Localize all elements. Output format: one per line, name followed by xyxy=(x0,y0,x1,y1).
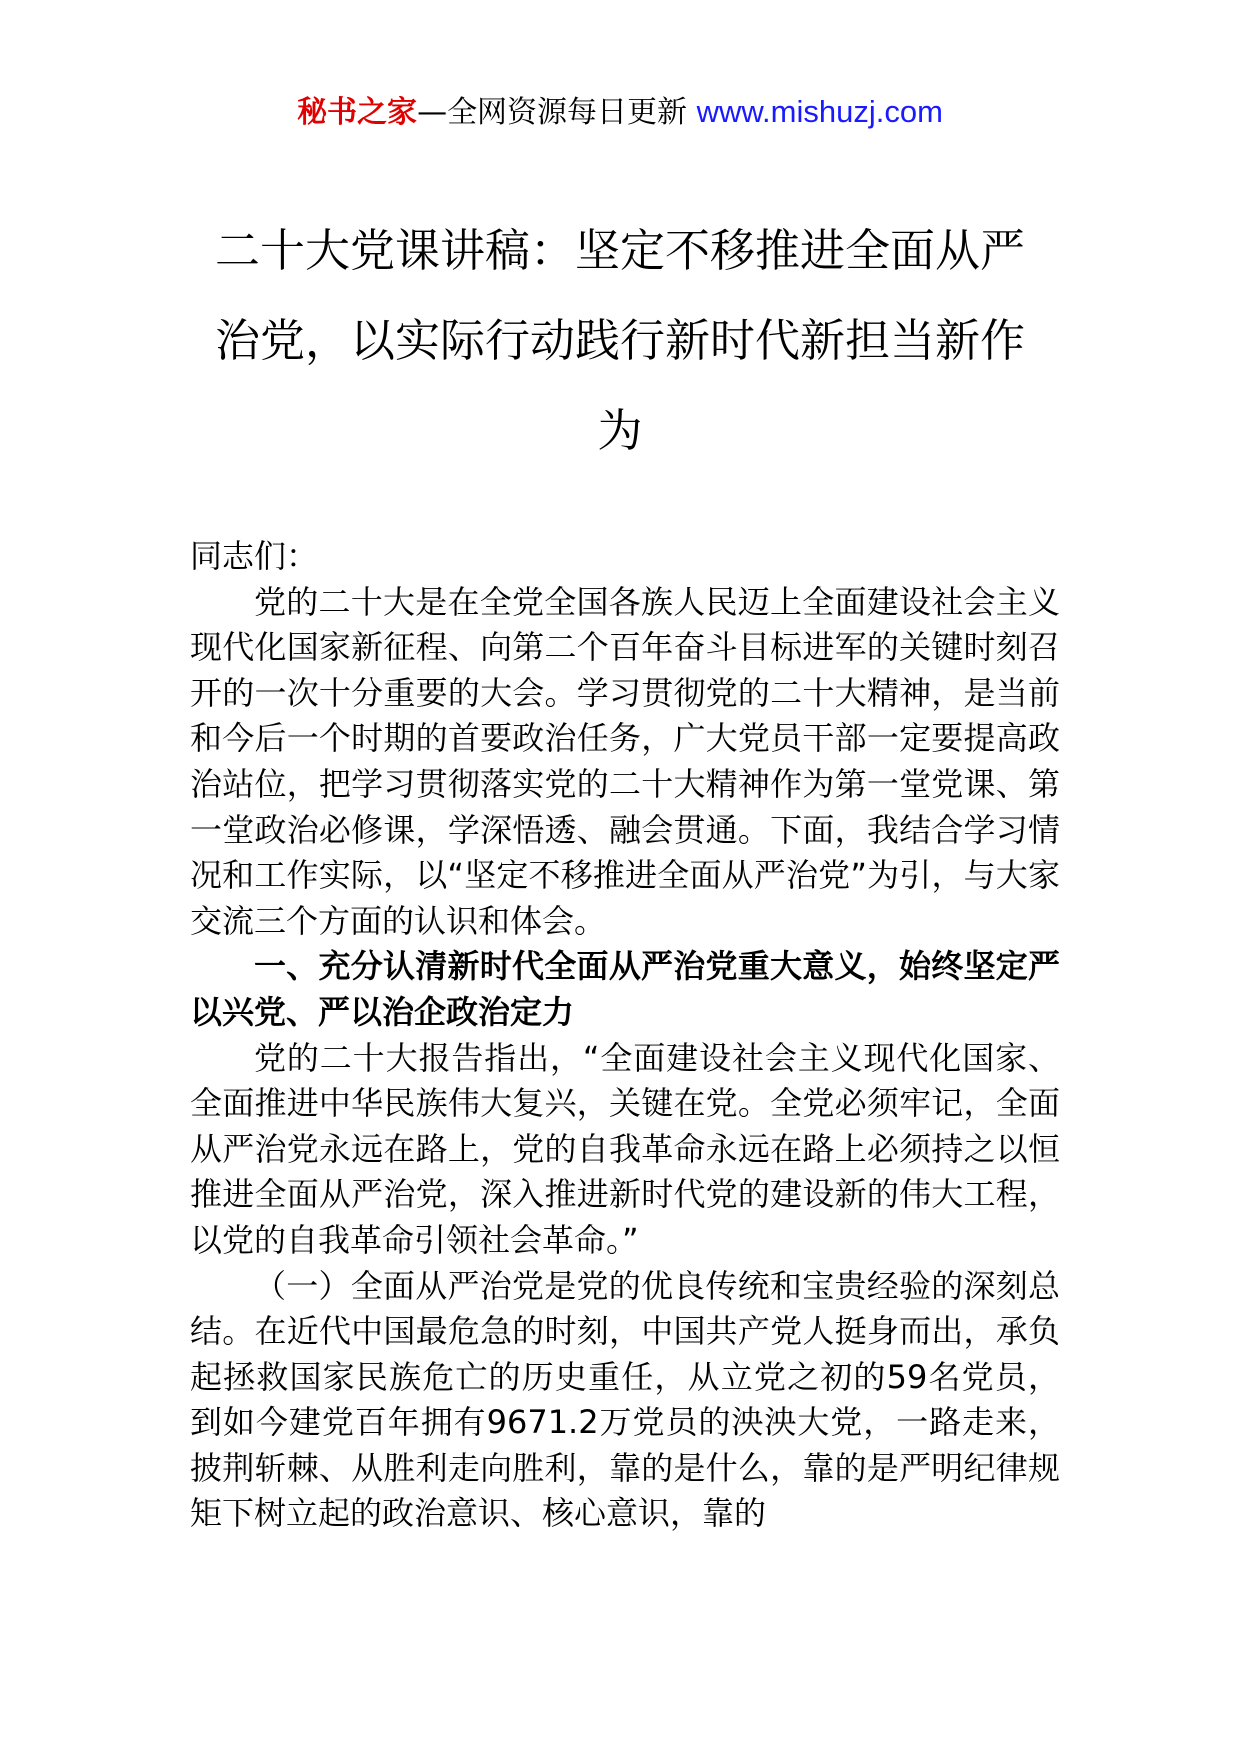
section-heading-1: 一、充分认清新时代全面从严治党重大意义，始终坚定严以兴党、严以治企政治定力 xyxy=(190,947,1060,1031)
site-header xyxy=(0,92,1240,133)
salutation: 同志们： xyxy=(190,537,319,575)
site-tagline: —全网资源每日更新 xyxy=(417,95,697,130)
paragraph-report-quote: 党的二十大报告指出，“全面建设社会主义现代化国家、全面推进中华民族伟大复兴，关键在党。全党必须牢记，全面从严治党永远在路上，党的自我革命永远在路上必须持之以恒推进全面从严治党，深入推进新时代党的建设新的伟大工程，以党的自我革命引领社会革命。” xyxy=(190,1038,1060,1259)
document-body xyxy=(190,534,1060,1537)
document-title: 二十大党课讲稿：坚定不移推进全面从严治党，以实际行动践行新时代新担当新作为 xyxy=(214,224,1025,457)
paragraph-subsection-1: （一）全面从严治党是党的优良传统和宝贵经验的深刻总结。在近代中国最危急的时刻，中国共产党人挺身而出，承负起拯救国家民族危亡的历史重任，从立党之初的59名党员，到如今建党百年拥有9671.2万党员的泱泱大党，一路走来，披荆斩棘、从胜利走向胜利，靠的是什么，靠的是严明纪律规矩下树立起的政治意识、核心意识，靠的 xyxy=(190,1266,1060,1533)
paragraph-intro: 党的二十大是在全党全国各族人民迈上全面建设社会主义现代化国家新征程、向第二个百年奋斗目标进军的关键时刻召开的一次十分重要的大会。学习贯彻党的二十大精神，是当前和今后一个时期的首要政治任务，广大党员干部一定要提高政治站位，把学习贯彻落实党的二十大精神作为第一堂党课、第一堂政治必修课，学深悟透、融会贯通。下面，我结合学习情况和工作实际，以“坚定不移推进全面从严治党”为引，与大家交流三个方面的认识和体会。 xyxy=(190,582,1060,940)
site-url-link[interactable]: www.mishuzj.com xyxy=(696,94,943,129)
site-brand: 秘书之家 xyxy=(297,95,418,130)
